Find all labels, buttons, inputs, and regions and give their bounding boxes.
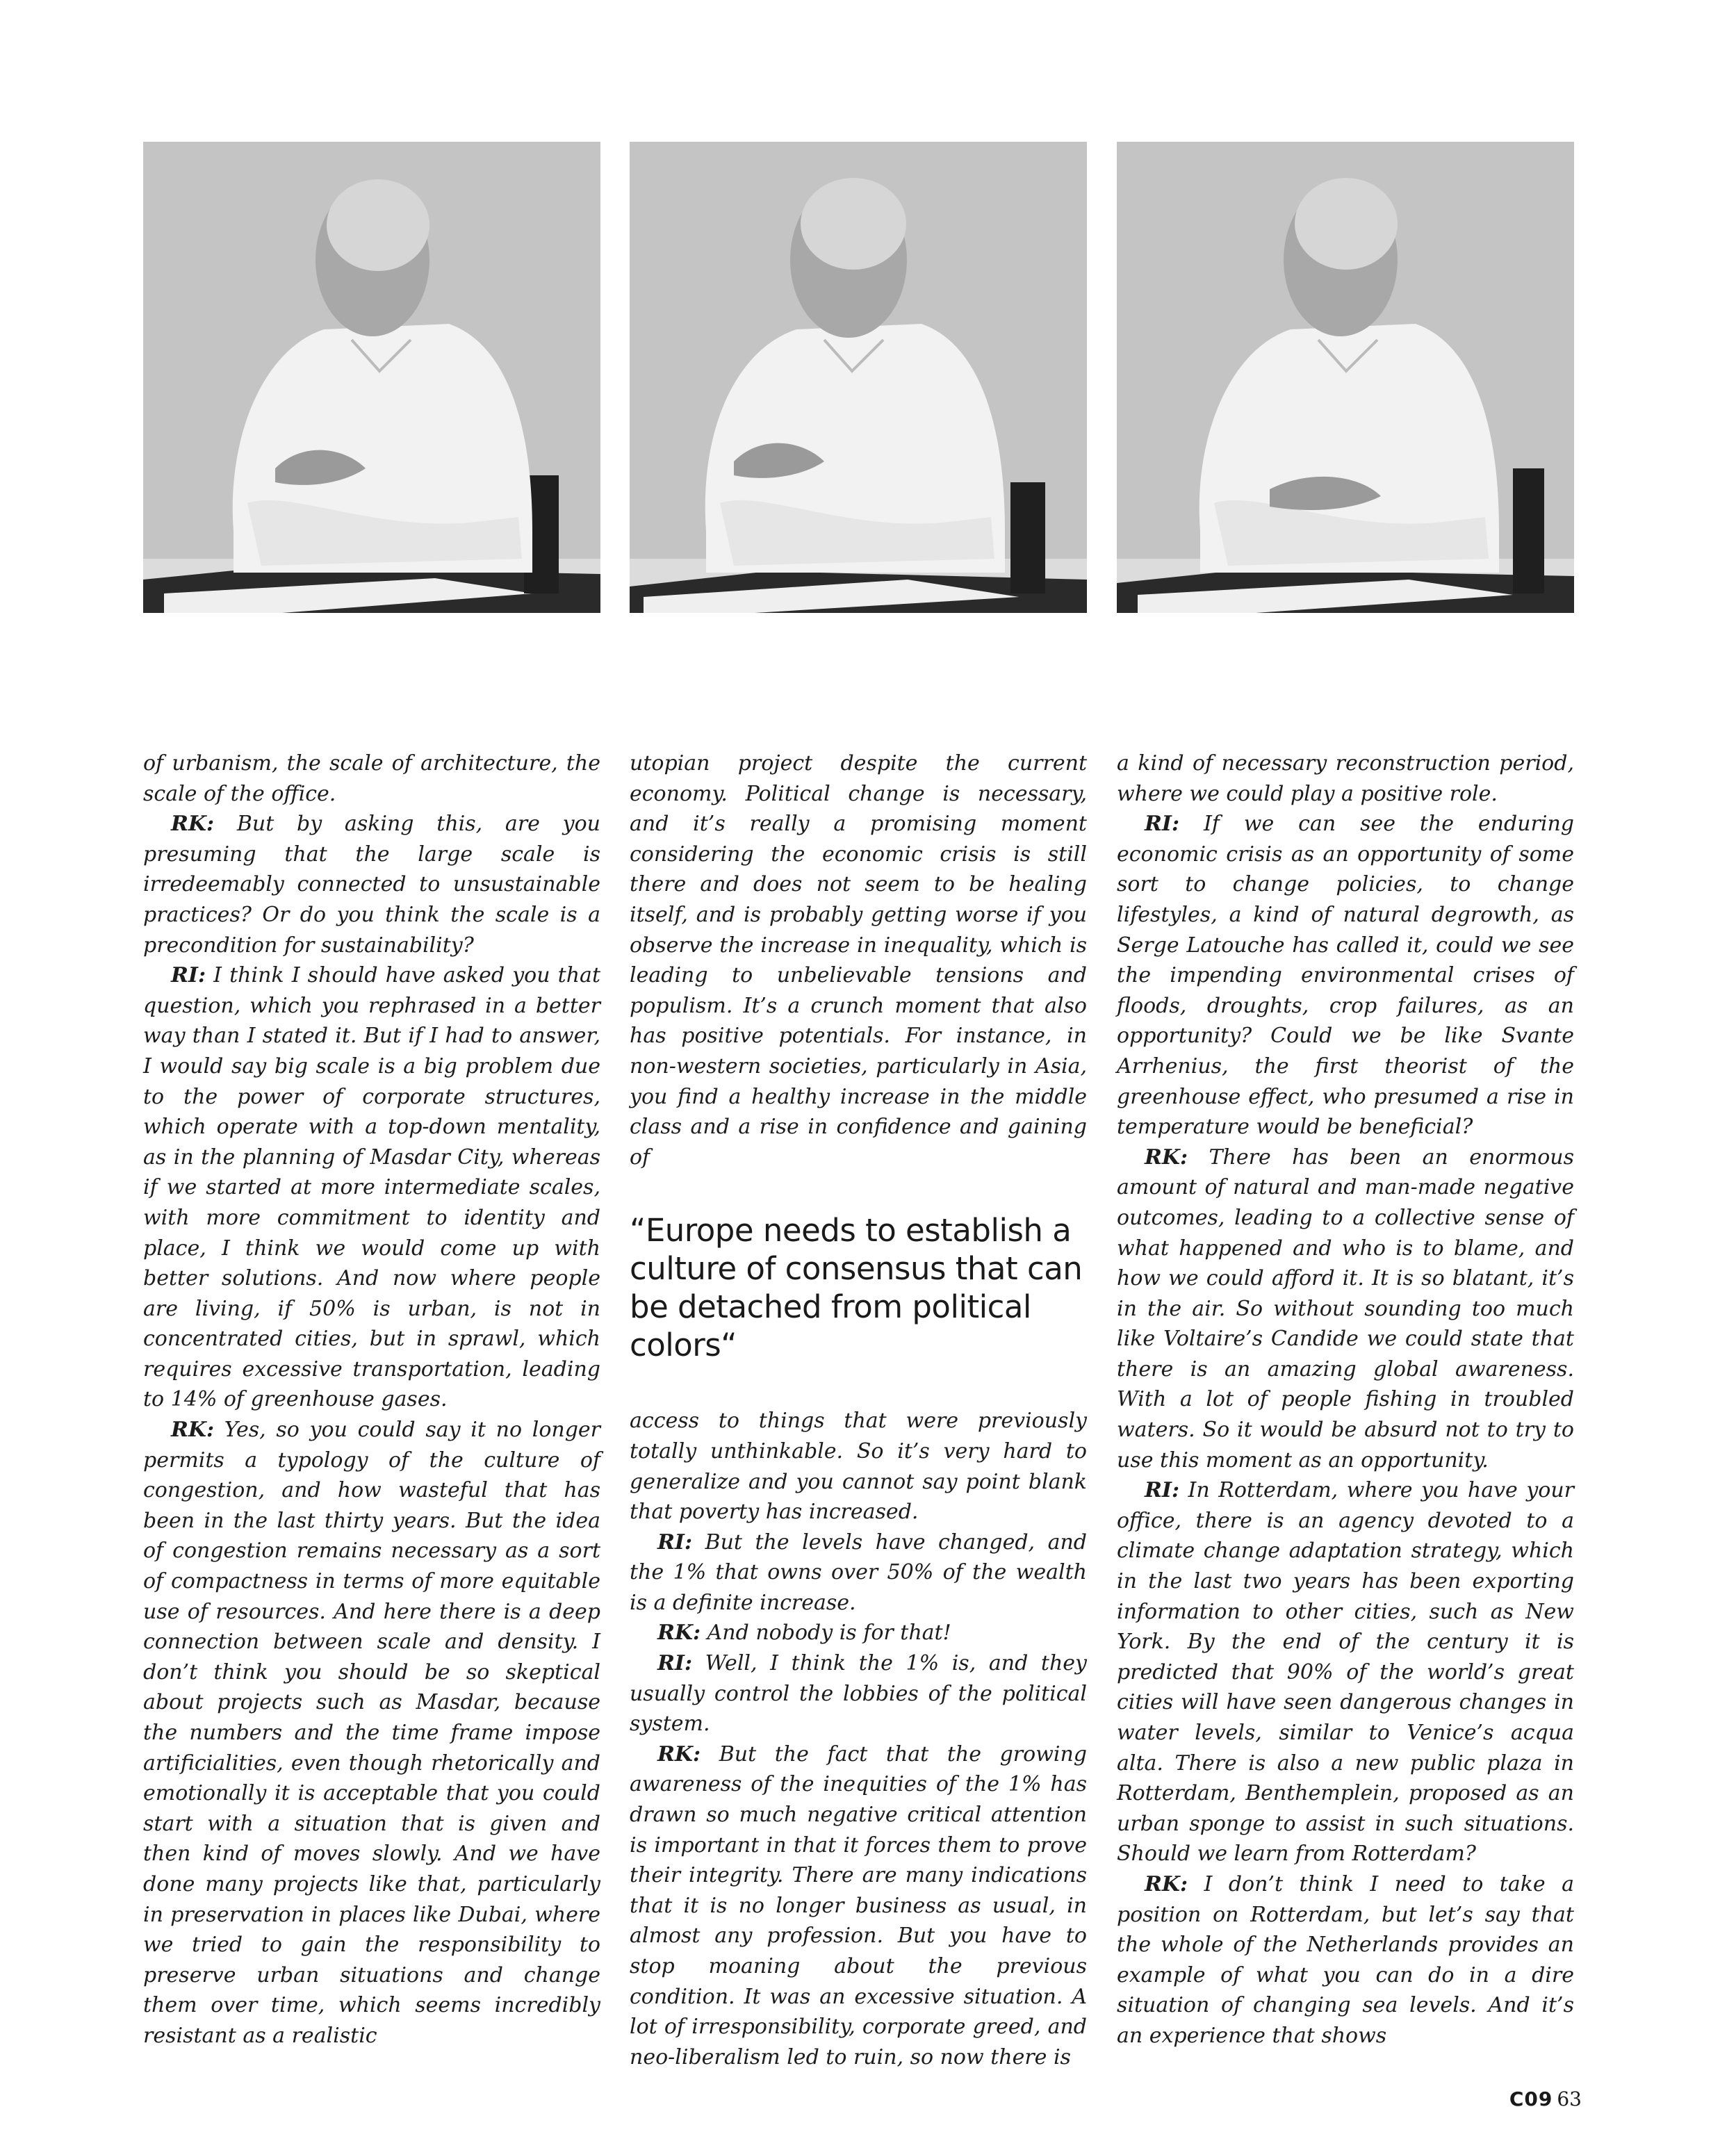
portrait-illustration-1 — [143, 142, 600, 613]
paragraph — [143, 809, 600, 960]
paragraph — [630, 1618, 1087, 1648]
speaker-label: RK: — [171, 1418, 215, 1443]
speaker-label: RK: — [1145, 1145, 1188, 1170]
paragraph: a kind of necessary reconstruction period, where we could play a positive role. — [1117, 751, 1574, 806]
portrait-photo-3 — [1117, 142, 1574, 613]
paragraph — [630, 1648, 1087, 1739]
paragraph — [143, 1415, 600, 2051]
speaker-label: RK: — [657, 1741, 701, 1766]
paragraph — [630, 1527, 1087, 1618]
speaker-label: RI: — [657, 1651, 693, 1676]
paragraph-text: And nobody is for that! — [701, 1621, 951, 1646]
paragraph — [143, 960, 600, 1415]
portrait-photo-2 — [630, 142, 1087, 613]
speaker-label: RI: — [171, 963, 206, 988]
paragraph-text: There has been an enormous amount of natural and man-made negative outcomes, leading to a collective sense of what happened and who is to blame, and how we could afford it. It is so blatant, it’s in the air. So without sounding too much like Voltaire’s Candide we could state that there is an amazing global awareness. With a lot of people fishing in troubled waters. So it would be absurd not to try to use this moment as an opportunity. — [1117, 1145, 1574, 1473]
text-column-1 — [143, 748, 600, 2051]
text-column-3 — [1117, 748, 1574, 2051]
paragraph-text: I don’t think I need to take a position on Rotterdam, but let’s say that the whole of the Netherlands provides an example of what you can do in a dire situation of changing sea levels. And it’s an experience that shows — [1117, 1871, 1574, 2048]
text-column-2 — [630, 748, 1087, 2072]
section-code: C09 — [1509, 2088, 1553, 2110]
paragraph-text: Yes, so you could say it no longer permits a typology of the culture of congestion, and how wasteful that has been in the last thirty years. But the idea of congestion remains necessary as a sort of compactness in terms of more equitable use of resources. And here there is a deep connection between scale and density. I don’t think you should be so skeptical about projects such as Masdar, because the numbers and the time frame impose artificialities, even though rhetorically and emotionally it is acceptable that you could start with a situation that is given and then kind of moves slowly. And we have done many projects like that, particularly in preservation in places like Dubai, where we tried to gain the responsibility to preserve urban situations and change them over time, which seems incredibly resistant as a realistic — [143, 1418, 600, 2048]
page-number: 63 — [1557, 2088, 1582, 2110]
paragraph-text: In Rotterdam, where you have your office, there is an agency devoted to a climate change adaptation strategy, which in the last two years has been exporting information to other cities, such as New York. By the end of the century it is predicted that 90% of the world’s great cities will have seen dangerous changes in water levels, similar to Venice’s acqua alta. There is also a new public plaza in Rotterdam, Benthemplein, proposed as an urban sponge to assist in such situations. Should we learn from Rotterdam? — [1117, 1478, 1574, 1867]
paragraph-text: If we can see the enduring economic crisis as an opportunity of some sort to change policies, to change lifestyles, a kind of natural degrowth, as Serge Latouche has called it, could we see the impending environmental crises of floods, droughts, crop failures, as an opportunity? Could we be like Svante Arrhenius, the first theorist of the greenhouse effect, who presumed a rise in temperature would be beneficial? — [1117, 812, 1574, 1140]
speaker-label: RI: — [1145, 812, 1180, 837]
paragraph — [630, 1739, 1087, 2073]
speaker-label: RI: — [657, 1530, 693, 1555]
portrait-illustration-3 — [1117, 142, 1574, 613]
paragraph-text: I think I should have asked you that question, which you rephrased in a better way than I stated it. But if I had to answer, I would say big scale is a big problem due to the power of corporate structures, which operate with a top-down mentality, as in the planning of Masdar City, whereas if we started at more intermediate scales, with more commitment to identity and place, I think we would come up with better solutions. And now where people are living, if 50% is urban, is not in concentrated cities, but in sprawl, which requires excessive transportation, leading to 14% of greenhouse gases. — [143, 963, 600, 1412]
paragraph: utopian project despite the current economy. Political change is necessary, and it’s really a promising moment considering the economic crisis is still there and does not seem to be healing itself, and is probably getting worse if you observe the increase in inequality, which is leading to unbelievable tensions and populism. It’s a crunch moment that also has positive potentials. For instance, in non-western societies, particularly in Asia, you find a healthy increase in the middle class and a rise in confidence and gaining of — [630, 751, 1087, 1170]
paragraph-text: But the fact that the growing awareness of the inequities of the 1% has drawn so much negative critical attention is important in that it forces them to prove their integrity. There are many indications that it is no longer business as usual, in almost any profession. But you have to stop moaning about the previous condition. It was an excessive situation. A lot of irresponsibility, corporate greed, and neo-liberalism led to ruin, so now there is — [630, 1741, 1087, 2069]
pull-quote: “Europe needs to establish a culture of consensus that can be detached from political colors“ — [630, 1212, 1083, 1364]
paragraph — [1117, 1142, 1574, 1476]
paragraph-text: But the levels have changed, and the 1% that owns over 50% of the wealth is a definite increase. — [630, 1530, 1087, 1615]
speaker-label: RI: — [1145, 1478, 1180, 1503]
speaker-label: RK: — [171, 812, 215, 837]
paragraph-text: But by asking this, are you presuming that the large scale is irredeemably connected to unsustainable practices? Or do you think the scale is a precondition for sustainability? — [143, 812, 600, 958]
paragraph — [1117, 1869, 1574, 2051]
paragraph: of urbanism, the scale of architecture, the scale of the office. — [143, 751, 600, 806]
page-folio — [1498, 2088, 1582, 2110]
portrait-photo-1 — [143, 142, 600, 613]
paragraph — [1117, 809, 1574, 1142]
speaker-label: RK: — [657, 1621, 701, 1646]
paragraph: access to things that were previously totally unthinkable. So it’s very hard to generalize and you cannot say point blank that poverty has increased. — [630, 1409, 1087, 1525]
paragraph-text: Well, I think the 1% is, and they usually control the lobbies of the political system. — [630, 1651, 1087, 1737]
speaker-label: RK: — [1145, 1871, 1188, 1896]
portrait-illustration-2 — [630, 142, 1087, 613]
paragraph — [1117, 1475, 1574, 1869]
